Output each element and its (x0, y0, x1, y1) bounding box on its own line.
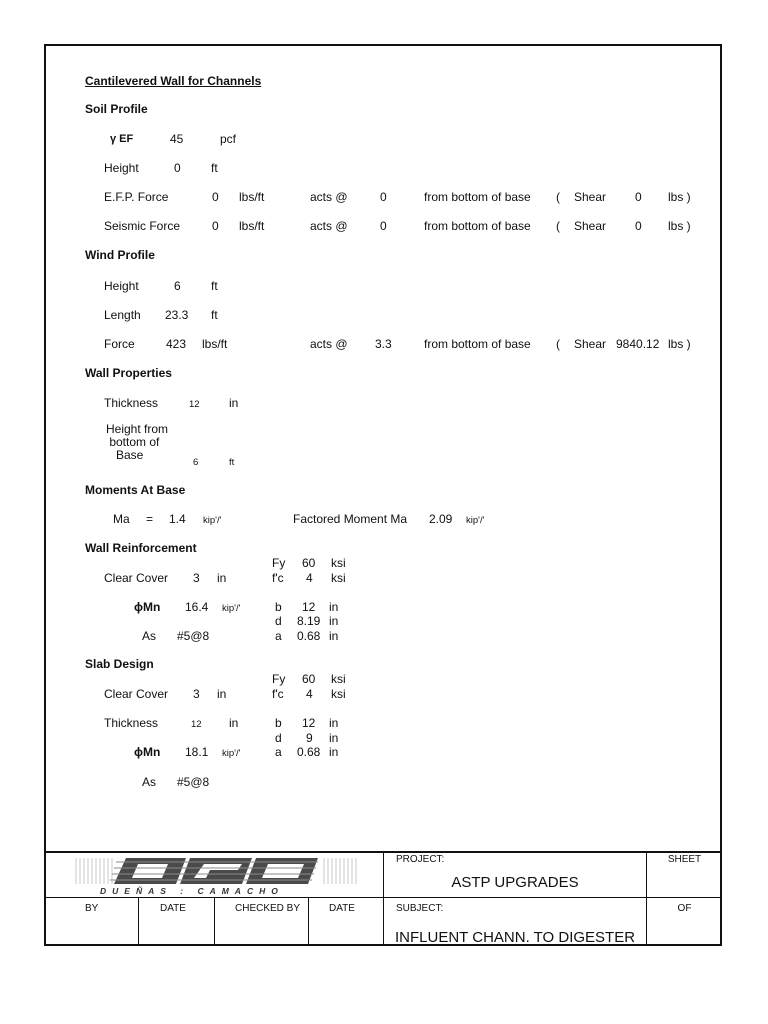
date-label: DATE (160, 903, 186, 914)
wr-d-unit: in (329, 614, 339, 628)
project-label: PROJECT: (396, 854, 445, 865)
wr-phimn-label: ϕMn (134, 600, 161, 614)
titleblock-divider-date (214, 897, 215, 945)
wind-from-text: from bottom of base (424, 337, 531, 351)
wr-b-value: 12 (302, 600, 316, 614)
wall-height-label: Height from bottom of Base (106, 422, 169, 462)
wr-fc-label: f'c (272, 571, 284, 585)
titleblock-divider-sheet (646, 852, 647, 945)
wall-thickness-unit: in (229, 396, 239, 410)
titleblock-divider-by (138, 897, 139, 945)
wall-thickness-label: Thickness (104, 396, 159, 410)
wind-shear-unit: lbs ) (668, 337, 691, 351)
slab-phimn-value: 18.1 (185, 745, 209, 759)
seismic-acts-value: 0 (380, 219, 387, 233)
wind-shear-label: Shear (574, 337, 607, 351)
slab-d-unit: in (329, 731, 339, 745)
factored-moment-label: Factored Moment Ma (293, 512, 408, 526)
ma-label: Ma (113, 512, 130, 526)
efp-paren: ( (556, 190, 560, 204)
efp-value: 0 (212, 190, 219, 204)
company-name: DUEÑAS : CAMACHO (100, 886, 284, 896)
wind-height-value: 6 (174, 279, 181, 293)
wr-b-label: b (275, 600, 282, 614)
wind-force-label: Force (104, 337, 135, 351)
seismic-shear-value: 0 (635, 219, 642, 233)
seismic-from-text: from bottom of base (424, 219, 531, 233)
seismic-label: Seismic Force (104, 219, 181, 233)
date2-label: DATE (329, 903, 355, 914)
wind-acts-value: 3.3 (375, 337, 392, 351)
slab-cover-value: 3 (193, 687, 200, 701)
wr-fy-value: 60 (302, 556, 316, 570)
wr-a-unit: in (329, 629, 339, 643)
slab-fc-label: f'c (272, 687, 284, 701)
slab-fc-unit: ksi (331, 687, 346, 701)
wind-height-unit: ft (211, 279, 218, 293)
wr-cover-unit: in (217, 571, 227, 585)
titleblock-divider-project (383, 852, 384, 945)
wr-fy-unit: ksi (331, 556, 346, 570)
wind-force-unit: lbs/ft (202, 337, 228, 351)
gamma-unit: pcf (220, 132, 237, 146)
wr-as-label: As (142, 629, 157, 643)
slab-cover-unit: in (217, 687, 227, 701)
efp-acts-label: acts @ (310, 190, 348, 204)
slab-a-label: a (275, 745, 282, 759)
wr-d-label: d (275, 614, 282, 628)
efp-label: E.F.P. Force (104, 190, 169, 204)
slab-phimn-unit: kip'/' (222, 748, 241, 759)
wr-d-value: 8.19 (297, 614, 321, 628)
wind-force-value: 423 (166, 337, 187, 351)
wind-height-label: Height (104, 279, 139, 293)
wr-fc-value: 4 (306, 571, 313, 585)
by-label: BY (85, 903, 99, 914)
seismic-shear-unit: lbs ) (668, 219, 691, 233)
slab-fy-value: 60 (302, 672, 316, 686)
wr-phimn-unit: kip'/' (222, 603, 241, 614)
sheet-label: SHEET (667, 854, 702, 865)
slab-a-unit: in (329, 745, 339, 759)
efp-from-text: from bottom of base (424, 190, 531, 204)
wind-shear-value: 9840.12 (616, 337, 660, 351)
factored-moment-unit: kip'/' (466, 515, 485, 526)
subject-label: SUBJECT: (396, 903, 444, 914)
wr-cover-value: 3 (193, 571, 200, 585)
soil-height-value: 0 (174, 161, 181, 175)
wind-length-unit: ft (211, 308, 218, 322)
soil-heading: Soil Profile (85, 102, 148, 116)
moments-heading: Moments At Base (85, 483, 186, 497)
wr-as-value: #5@8 (177, 629, 210, 643)
ma-value: 1.4 (169, 512, 186, 526)
slab-as-label: As (142, 775, 157, 789)
seismic-value: 0 (212, 219, 219, 233)
subject-value: INFLUENT CHANN. TO DIGESTER (395, 929, 636, 946)
seismic-shear-label: Shear (574, 219, 607, 233)
gamma-label: γ EF (110, 133, 134, 145)
wr-a-value: 0.68 (297, 629, 321, 643)
wr-fc-unit: ksi (331, 571, 346, 585)
ma-equals: = (146, 512, 154, 526)
efp-shear-label: Shear (574, 190, 607, 204)
calc-title: Cantilevered Wall for Channels (85, 74, 262, 88)
slab-thickness-label: Thickness (104, 716, 159, 730)
factored-moment-value: 2.09 (429, 512, 453, 526)
efp-unit: lbs/ft (239, 190, 265, 204)
efp-acts-value: 0 (380, 190, 387, 204)
slab-d-label: d (275, 731, 282, 745)
seismic-paren: ( (556, 219, 560, 233)
wall-heading: Wall Properties (85, 366, 172, 380)
slab-fy-label: Fy (272, 672, 286, 686)
wr-a-label: a (275, 629, 282, 643)
wind-length-value: 23.3 (165, 308, 189, 322)
titleblock-divider-checked (308, 897, 309, 945)
wr-fy-label: Fy (272, 556, 286, 570)
slab-fc-value: 4 (306, 687, 313, 701)
company-logo (46, 854, 381, 896)
slab-d-value: 9 (306, 731, 313, 745)
checked-by-label: CHECKED BY (235, 903, 301, 914)
slab-b-unit: in (329, 716, 339, 730)
wr-phimn-value: 16.4 (185, 600, 209, 614)
seismic-unit: lbs/ft (239, 219, 265, 233)
slab-thickness-value: 12 (191, 719, 202, 730)
gamma-value: 45 (170, 132, 184, 146)
slab-phimn-label: ϕMn (134, 745, 161, 759)
wind-paren: ( (556, 337, 560, 351)
seismic-acts-label: acts @ (310, 219, 348, 233)
slab-heading: Slab Design (85, 657, 154, 671)
wr-b-unit: in (329, 600, 339, 614)
project-value: ASTP UPGRADES (451, 874, 579, 891)
soil-height-label: Height (104, 161, 139, 175)
slab-b-value: 12 (302, 716, 316, 730)
of-label: OF (677, 903, 692, 914)
slab-b-label: b (275, 716, 282, 730)
wind-heading: Wind Profile (85, 248, 155, 262)
wall-thickness-value: 12 (189, 399, 200, 410)
wall-reinf-heading: Wall Reinforcement (85, 541, 197, 555)
efp-shear-value: 0 (635, 190, 642, 204)
slab-fy-unit: ksi (331, 672, 346, 686)
wind-acts-label: acts @ (310, 337, 348, 351)
wind-length-label: Length (104, 308, 141, 322)
efp-shear-unit: lbs ) (668, 190, 691, 204)
wr-cover-label: Clear Cover (104, 571, 169, 585)
slab-as-value: #5@8 (177, 775, 210, 789)
ma-unit: kip'/' (203, 515, 222, 526)
slab-a-value: 0.68 (297, 745, 321, 759)
slab-thickness-unit: in (229, 716, 239, 730)
wall-height-value: 6 (193, 457, 199, 468)
wall-height-unit: ft (229, 457, 235, 468)
slab-cover-label: Clear Cover (104, 687, 169, 701)
soil-height-unit: ft (211, 161, 218, 175)
